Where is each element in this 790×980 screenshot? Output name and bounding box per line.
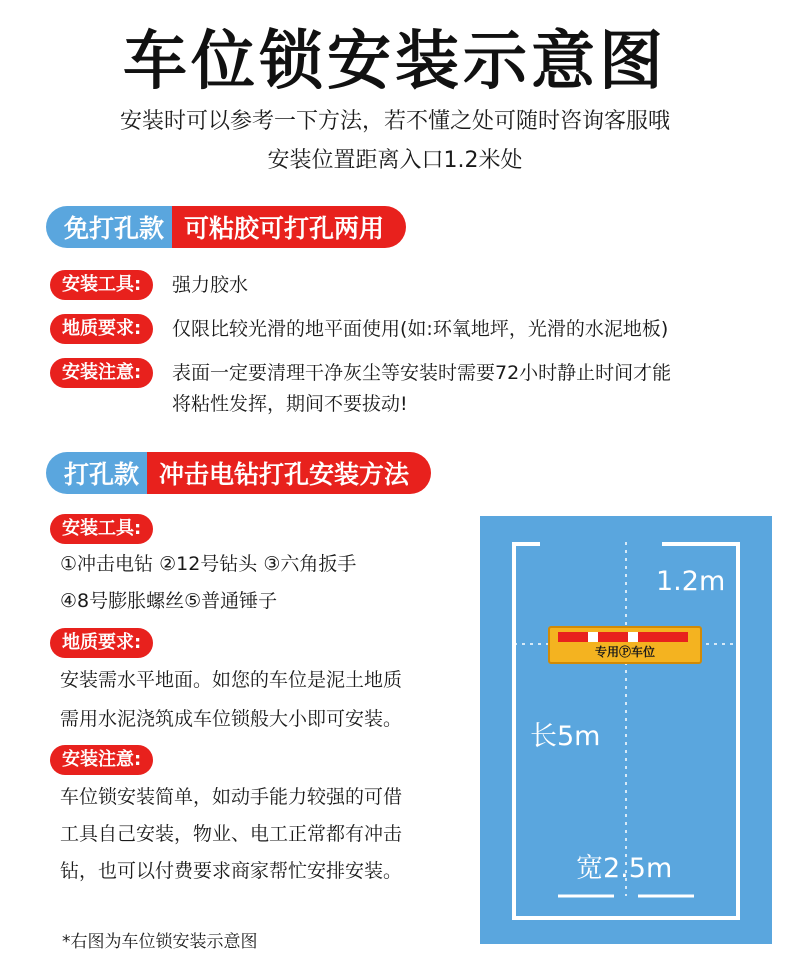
lock-red-strip — [558, 632, 688, 642]
install-tools-tag: 安装工具: — [50, 270, 153, 300]
section-no-drill-label: 免打孔款 — [46, 206, 172, 248]
length-label: 长5m — [530, 721, 601, 752]
drill-tools-tag: 安装工具: — [50, 514, 153, 544]
section-no-drill-desc: 可粘胶可打孔两用 — [172, 206, 406, 248]
ground-req-text: 仅限比较光滑的地平面使用(如:环氧地坪，光滑的水泥地板) — [172, 318, 669, 340]
section-drill-label: 打孔款 — [46, 452, 147, 494]
subtitle-position: 安装位置距离入口1.2米处 — [267, 148, 523, 173]
drill-notice-tag: 安装注意: — [50, 745, 153, 775]
diagram-footnote: *右图为车位锁安装示意图 — [62, 932, 258, 952]
section-drill-header — [46, 452, 431, 494]
distance-label: 1.2m — [656, 566, 726, 597]
drill-notice-line-2: 工具自己安装，物业、电工正常都有冲击 — [60, 823, 403, 845]
install-notice-text: 表面一定要清理干净灰尘等安装时需要72小时静止时间才能 — [172, 362, 672, 384]
drill-notice-line-1: 车位锁安装简单，如动手能力较强的可借 — [60, 786, 403, 808]
drill-notice-line-3: 钻，也可以付费要求商家帮忙安排安装。 — [60, 860, 403, 882]
install-notice-text-2: 将粘性发挥，期间不要拔动! — [172, 393, 408, 415]
section-no-drill-header — [46, 206, 406, 248]
section-drill-desc: 冲击电钻打孔安装方法 — [147, 452, 431, 494]
ground-req-tag: 地质要求: — [50, 314, 153, 344]
lock-label: 专用Ⓟ车位 — [594, 645, 655, 659]
parking-lock — [548, 626, 702, 664]
drill-ground-tag: 地质要求: — [50, 628, 153, 658]
install-tools-text: 强力胶水 — [172, 274, 249, 296]
drill-ground-line-2: 需用水泥浇筑成车位锁般大小即可安装。 — [60, 708, 403, 730]
parking-space-diagram — [480, 516, 772, 944]
width-label: 宽2.5m — [576, 853, 673, 884]
subtitle-consult: 安装时可以参考一下方法，若不懂之处可随时咨询客服哦 — [119, 109, 670, 134]
drill-tools-line-1: ①冲击电钻 ②12号钻头 ③六角扳手 — [60, 553, 357, 575]
install-notice-tag: 安装注意: — [50, 358, 153, 388]
drill-tools-line-2: ④8号膨胀螺丝⑤普通锤子 — [60, 590, 278, 612]
drill-ground-line-1: 安装需水平地面。如您的车位是泥土地质 — [60, 669, 403, 691]
page-title: 车位锁安装示意图 — [123, 25, 667, 99]
